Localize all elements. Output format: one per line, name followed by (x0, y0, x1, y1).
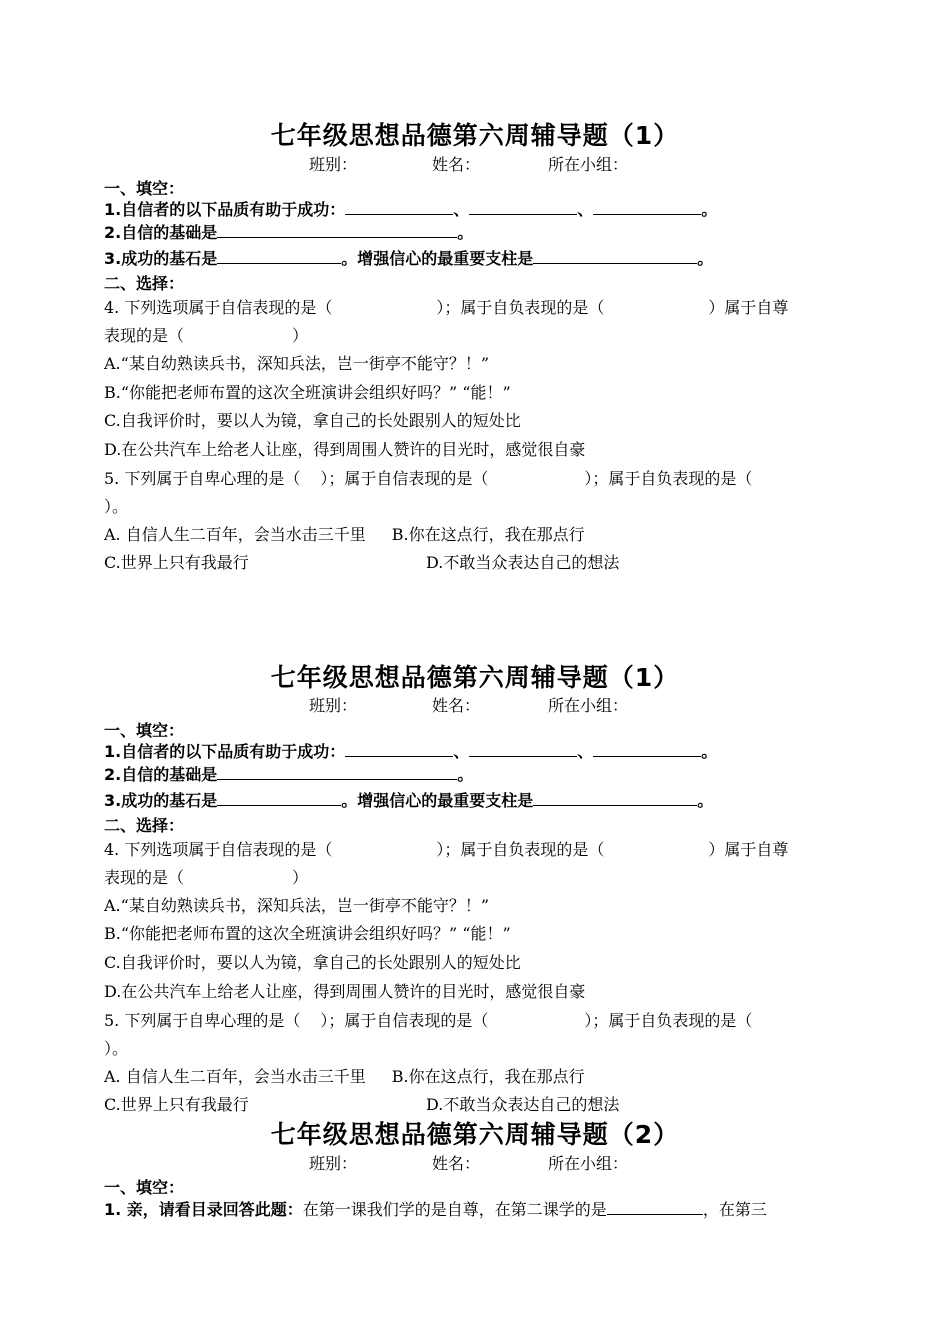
option-4d: D.在公共汽车上给老人让座，得到周围人赞许的目光时，感觉很自豪 (104, 982, 586, 1001)
section-fill-in: 一、填空： (104, 1178, 185, 1197)
worksheet-title: 七年级思想品德第六周辅导题（1） (270, 121, 680, 150)
question-4: 4. 下列选项属于自信表现的是（ ）；属于自负表现的是（ ）属于自尊 (104, 298, 789, 317)
group-label: 所在小组： (548, 155, 629, 174)
question-3: 3.成功的基石是 。增强信心的最重要支柱是 。 (104, 791, 714, 810)
option-4c: C.自我评价时，要以人为镜，拿自己的长处跟别人的短处比 (104, 411, 521, 430)
option-4a: A.“某自幼熟读兵书，深知兵法，岂一街亭不能守？！” (104, 896, 490, 915)
name-label: 姓名： (432, 1154, 481, 1173)
option-5ab: A. 自信人生二百年，会当水击三千里 B.你在这点行，我在那点行 (104, 1067, 585, 1086)
answer-blank[interactable] (593, 200, 701, 215)
answer-blank[interactable] (469, 200, 577, 215)
answer-blank[interactable] (469, 742, 577, 757)
group-label: 所在小组： (548, 1154, 629, 1173)
question-2: 2.自信的基础是 。 (104, 765, 474, 784)
question-4-cont: 表现的是（ ） (104, 868, 309, 887)
name-label: 姓名： (432, 155, 481, 174)
answer-blank[interactable] (533, 791, 697, 806)
worksheet-title: 七年级思想品德第六周辅导题（2） (270, 1120, 680, 1149)
class-label: 班别： (309, 155, 358, 174)
answer-blank[interactable] (345, 200, 453, 215)
answer-blank[interactable] (533, 249, 697, 264)
section-choice: 二、选择： (104, 816, 185, 835)
question-5-cont: ）。 (104, 1039, 129, 1058)
answer-blank[interactable] (217, 791, 341, 806)
answer-blank[interactable] (217, 223, 457, 238)
question-2: 2.自信的基础是 。 (104, 223, 474, 242)
question-1: 1.自信者的以下品质有助于成功： 、 、 。 (104, 200, 718, 219)
question-1: 1. 亲，请看目录回答此题：在第一课我们学的是自尊，在第二课学的是 ，在第三 (104, 1200, 767, 1219)
option-4b: B.“你能把老师布置的这次全班演讲会组织好吗？” “能！” (104, 383, 511, 402)
section-choice: 二、选择： (104, 274, 185, 293)
section-fill-in: 一、填空： (104, 179, 185, 198)
answer-blank[interactable] (345, 742, 453, 757)
option-4a: A.“某自幼熟读兵书，深知兵法，岂一街亭不能守？！” (104, 354, 490, 373)
option-4d: D.在公共汽车上给老人让座，得到周围人赞许的目光时，感觉很自豪 (104, 440, 586, 459)
option-5cd: C.世界上只有我最行 D.不敢当众表达自己的想法 (104, 1095, 620, 1114)
option-4b: B.“你能把老师布置的这次全班演讲会组织好吗？” “能！” (104, 924, 511, 943)
question-5: 5. 下列属于自卑心理的是（ ）；属于自信表现的是（ ）；属于自负表现的是（ (104, 469, 753, 488)
section-fill-in: 一、填空： (104, 721, 185, 740)
option-4c: C.自我评价时，要以人为镜，拿自己的长处跟别人的短处比 (104, 953, 521, 972)
answer-blank[interactable] (593, 742, 701, 757)
question-4: 4. 下列选项属于自信表现的是（ ）；属于自负表现的是（ ）属于自尊 (104, 840, 789, 859)
answer-blank[interactable] (217, 765, 457, 780)
name-label: 姓名： (432, 696, 481, 715)
option-5cd: C.世界上只有我最行 D.不敢当众表达自己的想法 (104, 553, 620, 572)
answer-blank[interactable] (607, 1200, 703, 1215)
question-1: 1.自信者的以下品质有助于成功： 、 、 。 (104, 742, 718, 761)
question-3: 3.成功的基石是 。增强信心的最重要支柱是 。 (104, 249, 714, 268)
question-5: 5. 下列属于自卑心理的是（ ）；属于自信表现的是（ ）；属于自负表现的是（ (104, 1011, 753, 1030)
worksheet-title: 七年级思想品德第六周辅导题（1） (270, 663, 680, 692)
group-label: 所在小组： (548, 696, 629, 715)
question-5-cont: ）。 (104, 497, 129, 516)
question-4-cont: 表现的是（ ） (104, 326, 309, 345)
option-5ab: A. 自信人生二百年，会当水击三千里 B.你在这点行，我在那点行 (104, 525, 585, 544)
class-label: 班别： (309, 1154, 358, 1173)
class-label: 班别： (309, 696, 358, 715)
answer-blank[interactable] (217, 249, 341, 264)
